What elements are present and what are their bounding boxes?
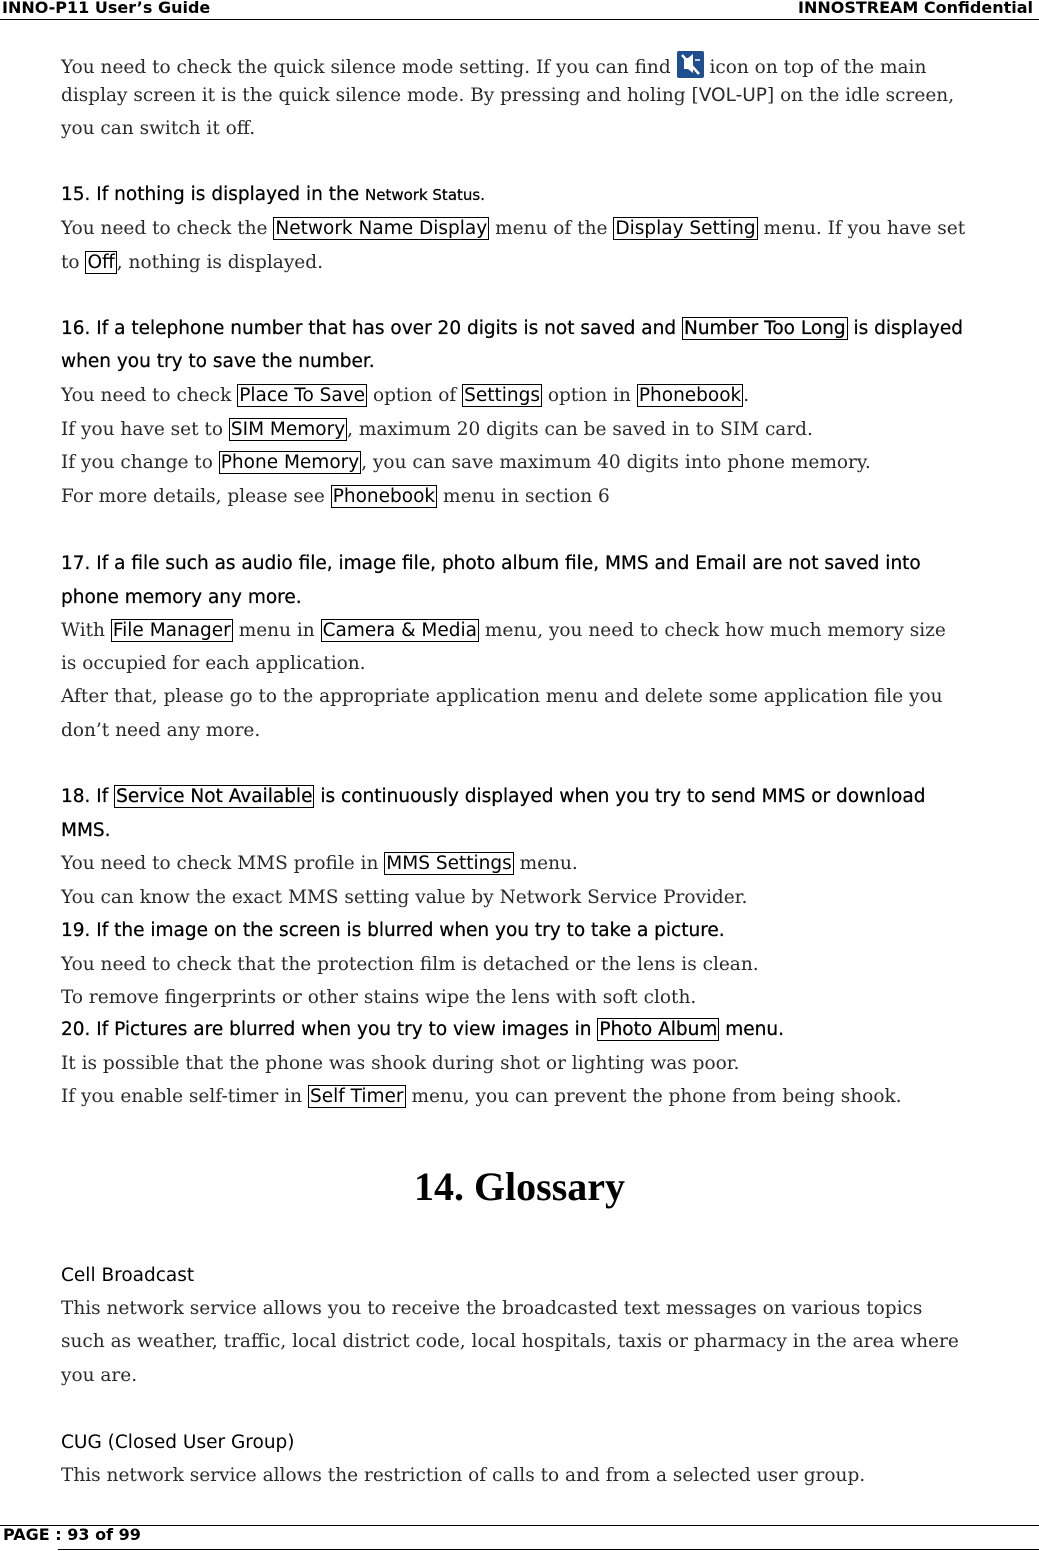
section-17-line-2: is occupied for each application. [61, 653, 366, 674]
section-20-line-1: It is possible that the phone was shook during shot or lighting was poor. [61, 1053, 740, 1074]
text: is displayed [853, 318, 963, 339]
text: menu. [519, 853, 578, 874]
text: menu. [725, 1019, 784, 1040]
service-not-available-box: Service Not Available [116, 786, 313, 807]
text: menu of the [495, 218, 608, 239]
page-footer [0, 1525, 1039, 1550]
text: is continuously displayed when you try to send MMS or download [320, 786, 926, 807]
section-18-heading-2: MMS. [61, 820, 111, 841]
text: You need to check the quick silence mode setting. If you can find [61, 57, 671, 78]
section-15-line-2 [61, 252, 323, 273]
text: menu, you can prevent the phone from being shook. [411, 1086, 902, 1107]
phonebook-box: Phonebook [332, 486, 436, 507]
glossary-cb-line-1: This network service allows you to receive the broadcasted text messages on various topics [61, 1298, 923, 1319]
settings-box: Settings [464, 385, 540, 406]
vol-up-key: VOL-UP [698, 85, 767, 106]
intro-line-2 [61, 85, 954, 106]
section-17-heading-2: phone memory any more. [61, 587, 302, 608]
text: If you change to [61, 452, 213, 473]
text: , maximum 20 digits can be saved in to SIM card. [347, 419, 813, 440]
section-18-line-1 [61, 853, 578, 874]
text: , nothing is displayed. [116, 252, 323, 273]
text: menu in [238, 620, 315, 641]
text: to [61, 252, 80, 273]
text: option in [547, 385, 631, 406]
intro-line-3: you can switch it off. [61, 118, 256, 139]
section-19-line-1: You need to check that the protection film is detached or the lens is clean. [61, 954, 759, 975]
section-16-line-2 [61, 419, 813, 440]
camera-media-box: Camera & Media [322, 620, 477, 641]
display-setting-box: Display Setting [615, 218, 756, 239]
glossary-cb-line-2: such as weather, traffic, local district code, local hospitals, taxis or pharmacy in the area where [61, 1331, 959, 1352]
section-19-line-2: To remove fingerprints or other stains wipe the lens with soft cloth. [61, 987, 697, 1008]
mms-settings-box: MMS Settings [386, 853, 512, 874]
section-20-heading [61, 1019, 784, 1040]
text: If you have set to [61, 419, 223, 440]
photo-album-box: Photo Album [599, 1019, 718, 1040]
text: option of [372, 385, 457, 406]
place-to-save-box: Place To Save [239, 385, 366, 406]
section-17-heading: 17. If a file such as audio file, image file, photo album file, MMS and Email are not saved into [61, 553, 921, 574]
footer-rule [58, 1549, 1039, 1550]
section-18-line-2: You can know the exact MMS setting value by Network Service Provider. [61, 887, 748, 908]
intro-line-1 [61, 51, 926, 78]
section-20-line-2 [61, 1086, 902, 1107]
glossary-cb-line-3: you are. [61, 1365, 138, 1386]
section-16-heading-2: when you try to save the number. [61, 351, 375, 372]
text: ] on the idle screen, [766, 85, 955, 106]
text: menu. If you have set [763, 218, 966, 239]
section-16-line-3 [61, 452, 871, 473]
header-confidential: INNOSTREAM Confidential [798, 0, 1033, 17]
text: 20. If Pictures are blurred when you try to view images in [61, 1019, 592, 1040]
section-15-line-1 [61, 218, 965, 239]
text: display screen it is the quick silence mode. By pressing and holing [ [61, 85, 699, 106]
section-17-line-4: don’t need any more. [61, 720, 261, 741]
text: menu in section 6 [443, 486, 610, 507]
sim-memory-box: SIM Memory [230, 419, 346, 440]
page-number: PAGE : 93 of 99 [3, 1525, 141, 1544]
text: With [61, 620, 105, 641]
text: , you can save maximum 40 digits into phone memory. [361, 452, 871, 473]
page-header [0, 0, 1039, 20]
quick-silence-icon [677, 51, 704, 78]
section-17-line-3: After that, please go to the appropriate application menu and delete some application file you [61, 686, 943, 707]
text: You need to check the [61, 218, 268, 239]
glossary-title: 14. Glossary [413, 1164, 626, 1209]
section-15-heading [61, 184, 485, 205]
section-16-line-4 [61, 486, 610, 507]
section-18-heading [61, 786, 925, 807]
glossary-term-cell-broadcast: Cell Broadcast [61, 1265, 195, 1286]
section-17-line-1 [61, 620, 946, 641]
text: . [743, 385, 750, 406]
self-timer-box: Self Timer [310, 1086, 404, 1107]
text: 16. If a telephone number that has over 20 digits is not saved and [61, 318, 677, 339]
section-19-heading: 19. If the image on the screen is blurred when you try to take a picture. [61, 920, 725, 941]
text: 18. If [61, 786, 109, 807]
text: menu, you need to check how much memory size [484, 620, 946, 641]
glossary-term-cug: CUG (Closed User Group) [61, 1432, 295, 1453]
off-box: Off [87, 252, 115, 273]
glossary-cug-line-1: This network service allows the restriction of calls to and from a selected user group. [61, 1465, 866, 1486]
section-16-heading [61, 318, 963, 339]
text: You need to check [61, 385, 232, 406]
text: 15. If nothing is displayed in the [61, 184, 360, 205]
phonebook-box: Phonebook [638, 385, 742, 406]
network-name-display-box: Network Name Display [275, 218, 488, 239]
phone-memory-box: Phone Memory [220, 452, 360, 473]
file-manager-box: File Manager [112, 620, 231, 641]
section-16-line-1 [61, 385, 749, 406]
text: Network Status. [365, 186, 485, 204]
text: For more details, please see [61, 486, 325, 507]
text: icon on top of the main [709, 57, 927, 78]
number-too-long-box: Number Too Long [683, 318, 846, 339]
text: You need to check MMS profile in [61, 853, 379, 874]
header-doc-title: INNO-P11 User’s Guide [2, 0, 211, 17]
text: If you enable self-timer in [61, 1086, 303, 1107]
